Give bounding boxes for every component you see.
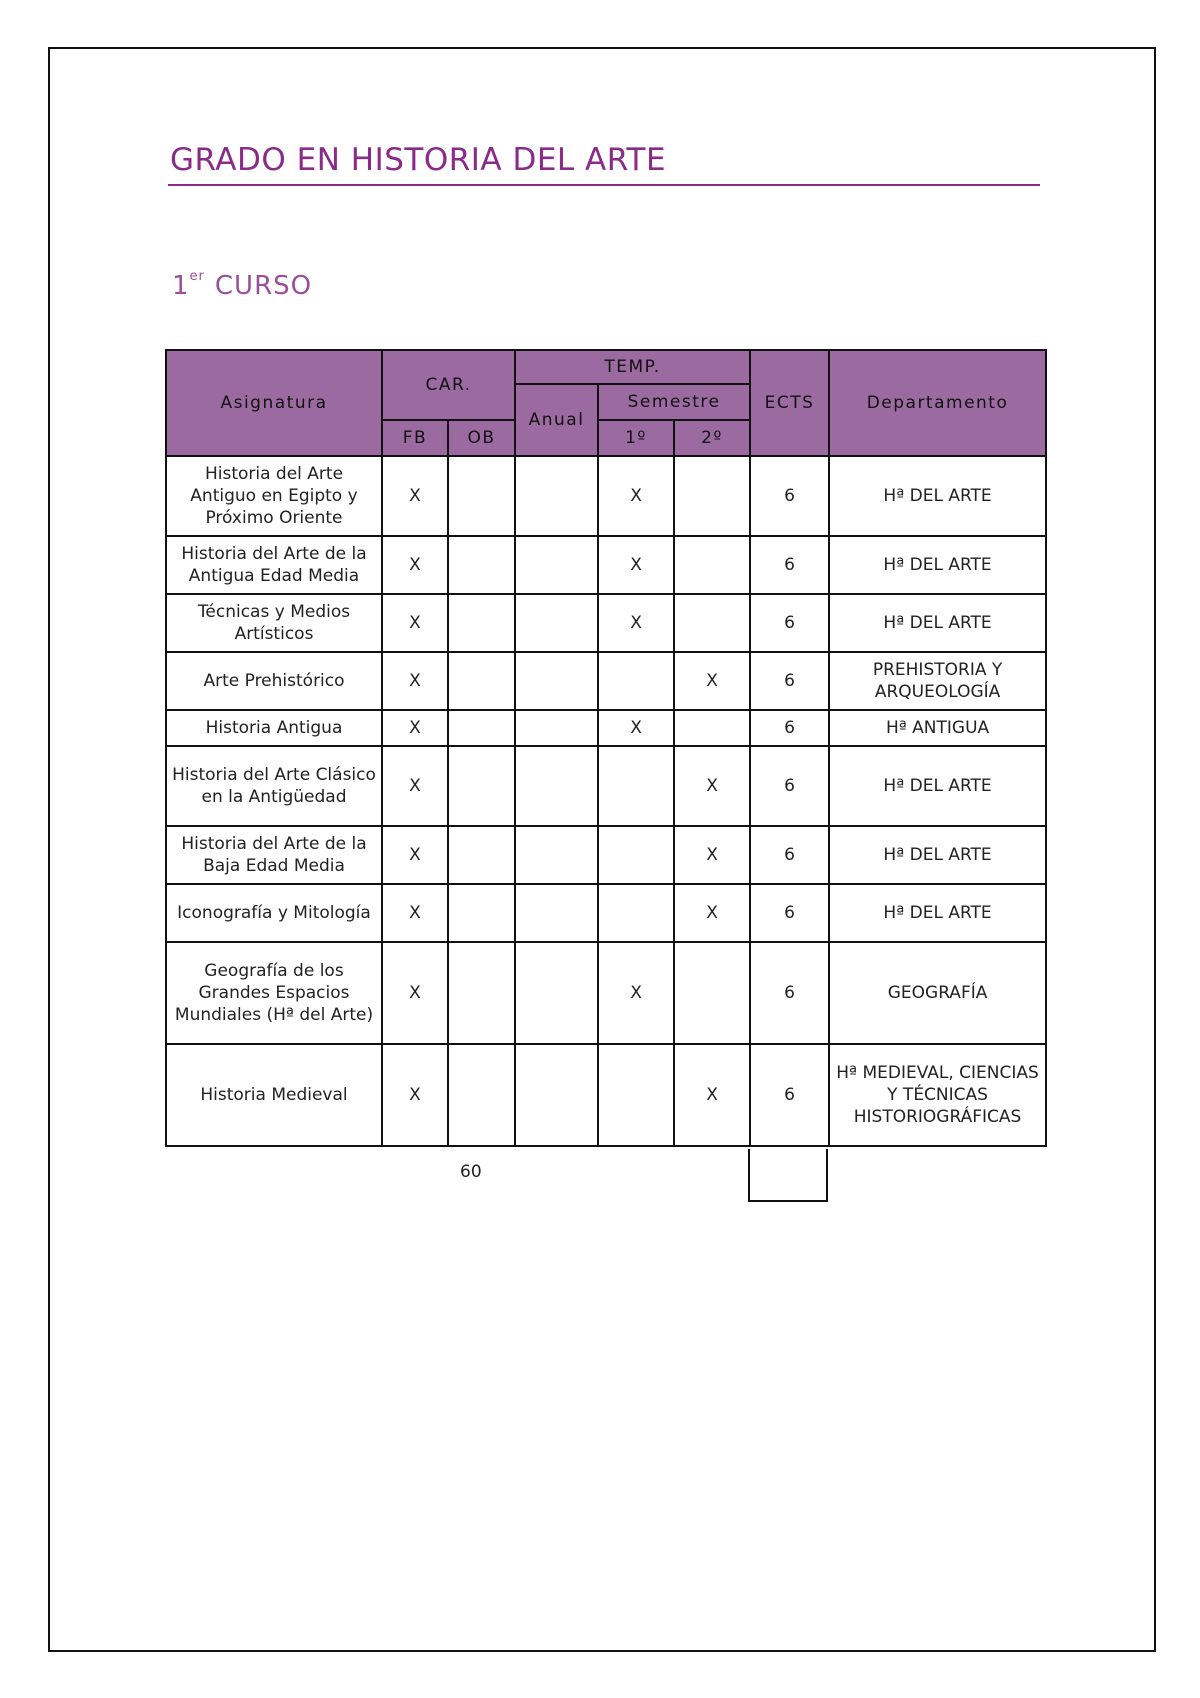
cell-sem1: X: [598, 594, 674, 652]
cell-sem2: [674, 536, 750, 594]
table-row: [166, 826, 1046, 884]
cell-fb: X: [382, 456, 448, 536]
cell-ects: 6: [750, 826, 829, 884]
cell-fb: X: [382, 536, 448, 594]
cell-ects: 6: [750, 1044, 829, 1146]
cell-sem2: [674, 710, 750, 746]
cell-asignatura: Historia del Arte Clásico en la Antigüedad: [166, 746, 382, 826]
cell-ob: [448, 594, 515, 652]
cell-anual: [515, 456, 598, 536]
cell-ob: [448, 746, 515, 826]
cell-departamento: Hª DEL ARTE: [829, 826, 1046, 884]
course-suffix: er: [189, 269, 205, 285]
table-row: [166, 710, 1046, 746]
header-anual: Anual: [515, 384, 598, 456]
header-fb: FB: [382, 420, 448, 456]
cell-sem1: [598, 746, 674, 826]
header-ects: ECTS: [750, 350, 829, 456]
cell-fb: X: [382, 594, 448, 652]
cell-fb: X: [382, 942, 448, 1044]
cell-departamento: Hª DEL ARTE: [829, 884, 1046, 942]
cell-asignatura: Técnicas y Medios Artísticos: [166, 594, 382, 652]
cell-departamento: PREHISTORIA Y ARQUEOLOGÍA: [829, 652, 1046, 710]
cell-sem2: X: [674, 746, 750, 826]
cell-ob: [448, 710, 515, 746]
cell-anual: [515, 884, 598, 942]
cell-anual: [515, 536, 598, 594]
cell-fb: X: [382, 746, 448, 826]
page-title: GRADO EN HISTORIA DEL ARTE: [170, 142, 667, 178]
cell-fb: X: [382, 652, 448, 710]
table-row: [166, 536, 1046, 594]
cell-departamento: Hª DEL ARTE: [829, 594, 1046, 652]
cell-asignatura: Geografía de los Grandes Espacios Mundiales (Hª del Arte): [166, 942, 382, 1044]
table-row: [166, 1044, 1046, 1146]
cell-asignatura: Arte Prehistórico: [166, 652, 382, 710]
header-car: CAR.: [382, 350, 515, 420]
cell-sem2: [674, 942, 750, 1044]
cell-fb: X: [382, 1044, 448, 1146]
cell-ects: 6: [750, 652, 829, 710]
table-row: [166, 884, 1046, 942]
cell-sem1: X: [598, 710, 674, 746]
cell-ob: [448, 536, 515, 594]
cell-sem1: X: [598, 456, 674, 536]
cell-sem2: X: [674, 826, 750, 884]
cell-asignatura: Historia del Arte de la Baja Edad Media: [166, 826, 382, 884]
course-number: 1: [172, 271, 190, 301]
cell-ects: 6: [750, 594, 829, 652]
ects-total-box: [748, 1149, 828, 1202]
cell-anual: [515, 652, 598, 710]
header-sem2: 2º: [674, 420, 750, 456]
cell-anual: [515, 710, 598, 746]
cell-ects: 6: [750, 536, 829, 594]
cell-departamento: Hª DEL ARTE: [829, 456, 1046, 536]
course-label: CURSO: [214, 271, 313, 301]
cell-anual: [515, 1044, 598, 1146]
cell-sem1: [598, 652, 674, 710]
cell-ects: 6: [750, 884, 829, 942]
cell-ects: 6: [750, 456, 829, 536]
cell-asignatura: Historia del Arte de la Antigua Edad Media: [166, 536, 382, 594]
total-ects: 60: [460, 1162, 482, 1182]
cell-sem2: X: [674, 652, 750, 710]
cell-anual: [515, 942, 598, 1044]
table-body: [166, 456, 1046, 1146]
cell-sem1: [598, 1044, 674, 1146]
cell-fb: X: [382, 884, 448, 942]
header-asignatura: Asignatura: [166, 350, 382, 456]
cell-sem2: [674, 594, 750, 652]
cell-sem2: X: [674, 1044, 750, 1146]
table-row: [166, 652, 1046, 710]
course-heading: [172, 271, 312, 301]
header-sem1: 1º: [598, 420, 674, 456]
cell-ects: 6: [750, 746, 829, 826]
table-row: [166, 746, 1046, 826]
table-row: [166, 456, 1046, 536]
cell-anual: [515, 826, 598, 884]
cell-departamento: Hª MEDIEVAL, CIENCIAS Y TÉCNICAS HISTORIOGRÁFICAS: [829, 1044, 1046, 1146]
table-row: [166, 594, 1046, 652]
title-underline: [168, 184, 1040, 186]
cell-asignatura: Historia Antigua: [166, 710, 382, 746]
cell-sem1: [598, 884, 674, 942]
cell-sem1: [598, 826, 674, 884]
cell-asignatura: Historia Medieval: [166, 1044, 382, 1146]
cell-fb: X: [382, 826, 448, 884]
cell-anual: [515, 594, 598, 652]
cell-sem1: X: [598, 536, 674, 594]
cell-sem2: X: [674, 884, 750, 942]
cell-asignatura: Historia del Arte Antiguo en Egipto y Próximo Oriente: [166, 456, 382, 536]
cell-sem1: X: [598, 942, 674, 1044]
header-temp: TEMP.: [515, 350, 750, 384]
cell-ob: [448, 456, 515, 536]
cell-ob: [448, 652, 515, 710]
header-departamento: Departamento: [829, 350, 1046, 456]
cell-departamento: Hª ANTIGUA: [829, 710, 1046, 746]
cell-ob: [448, 826, 515, 884]
curriculum-table: [165, 349, 1047, 1147]
cell-departamento: Hª DEL ARTE: [829, 536, 1046, 594]
cell-ob: [448, 1044, 515, 1146]
cell-ects: 6: [750, 710, 829, 746]
cell-departamento: Hª DEL ARTE: [829, 746, 1046, 826]
cell-departamento: GEOGRAFÍA: [829, 942, 1046, 1044]
cell-fb: X: [382, 710, 448, 746]
cell-anual: [515, 746, 598, 826]
header-semestre: Semestre: [598, 384, 750, 420]
cell-ob: [448, 884, 515, 942]
cell-asignatura: Iconografía y Mitología: [166, 884, 382, 942]
cell-ob: [448, 942, 515, 1044]
cell-ects: 6: [750, 942, 829, 1044]
header-ob: OB: [448, 420, 515, 456]
cell-sem2: [674, 456, 750, 536]
table-row: [166, 942, 1046, 1044]
